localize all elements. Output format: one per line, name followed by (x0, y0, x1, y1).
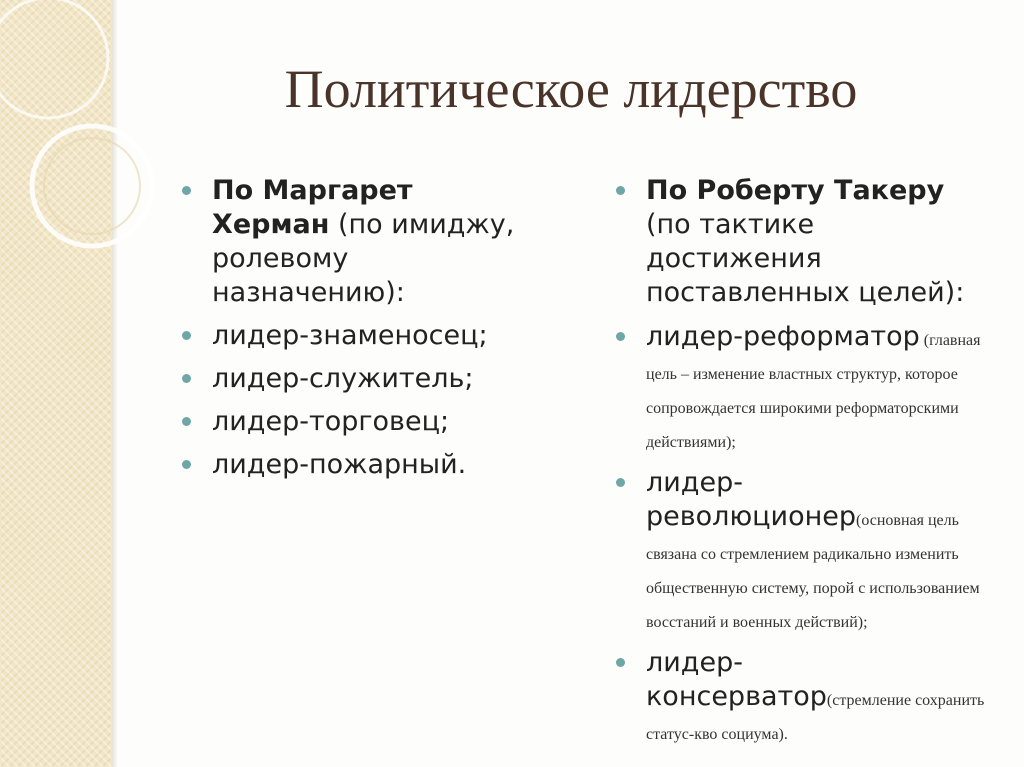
heading-text: (по тактике достижения поставленных целей): (646, 209, 965, 308)
leader-type: лидер-консерватор (646, 647, 827, 712)
list-item (178, 174, 538, 310)
leader-type: лидер-реформатор (646, 321, 920, 352)
author-name: По Маргарет Херман (212, 175, 413, 240)
left-list (178, 174, 538, 482)
bullet-icon (616, 332, 625, 341)
author-name: По Роберту Такеру (646, 175, 945, 206)
left-column (178, 174, 538, 491)
leader-type: лидер-знаменосец; (212, 320, 488, 351)
right-column (612, 174, 992, 758)
list-item (612, 646, 992, 748)
list-item (178, 319, 538, 353)
leader-type: лидер-революционер (646, 467, 857, 532)
bullet-icon (182, 417, 191, 426)
list-item (178, 448, 538, 482)
list-item (612, 174, 992, 310)
list-item (612, 320, 992, 456)
bullet-icon (182, 331, 191, 340)
leader-description: (стремление сохранить статус-кво социума). (646, 692, 985, 743)
decorative-rings (0, 0, 200, 300)
bullet-icon (182, 186, 191, 195)
slide-title: Политическое лидерство (284, 59, 858, 119)
leader-type: лидер-служитель; (212, 363, 474, 394)
bullet-icon (182, 460, 191, 469)
right-list (612, 174, 992, 748)
bullet-icon (616, 186, 625, 195)
bullet-icon (182, 374, 191, 383)
leader-type: лидер-торговец; (212, 406, 450, 437)
list-item (178, 362, 538, 396)
leader-description: (главная цель – изменение властных структур, которое сопровождается широкими реформаторскими действиями); (646, 332, 981, 451)
leader-description: (основная цель связана со стремлением радикально изменить общественную систему, порой с использованием восстаний и военных действий); (646, 512, 980, 631)
heading-text: (по имиджу, ролевому назначению): (212, 209, 515, 308)
list-item (612, 466, 992, 636)
bullet-icon (616, 478, 625, 487)
bullet-icon (616, 658, 625, 667)
leader-type: лидер-пожарный. (212, 449, 467, 480)
list-item (178, 405, 538, 439)
